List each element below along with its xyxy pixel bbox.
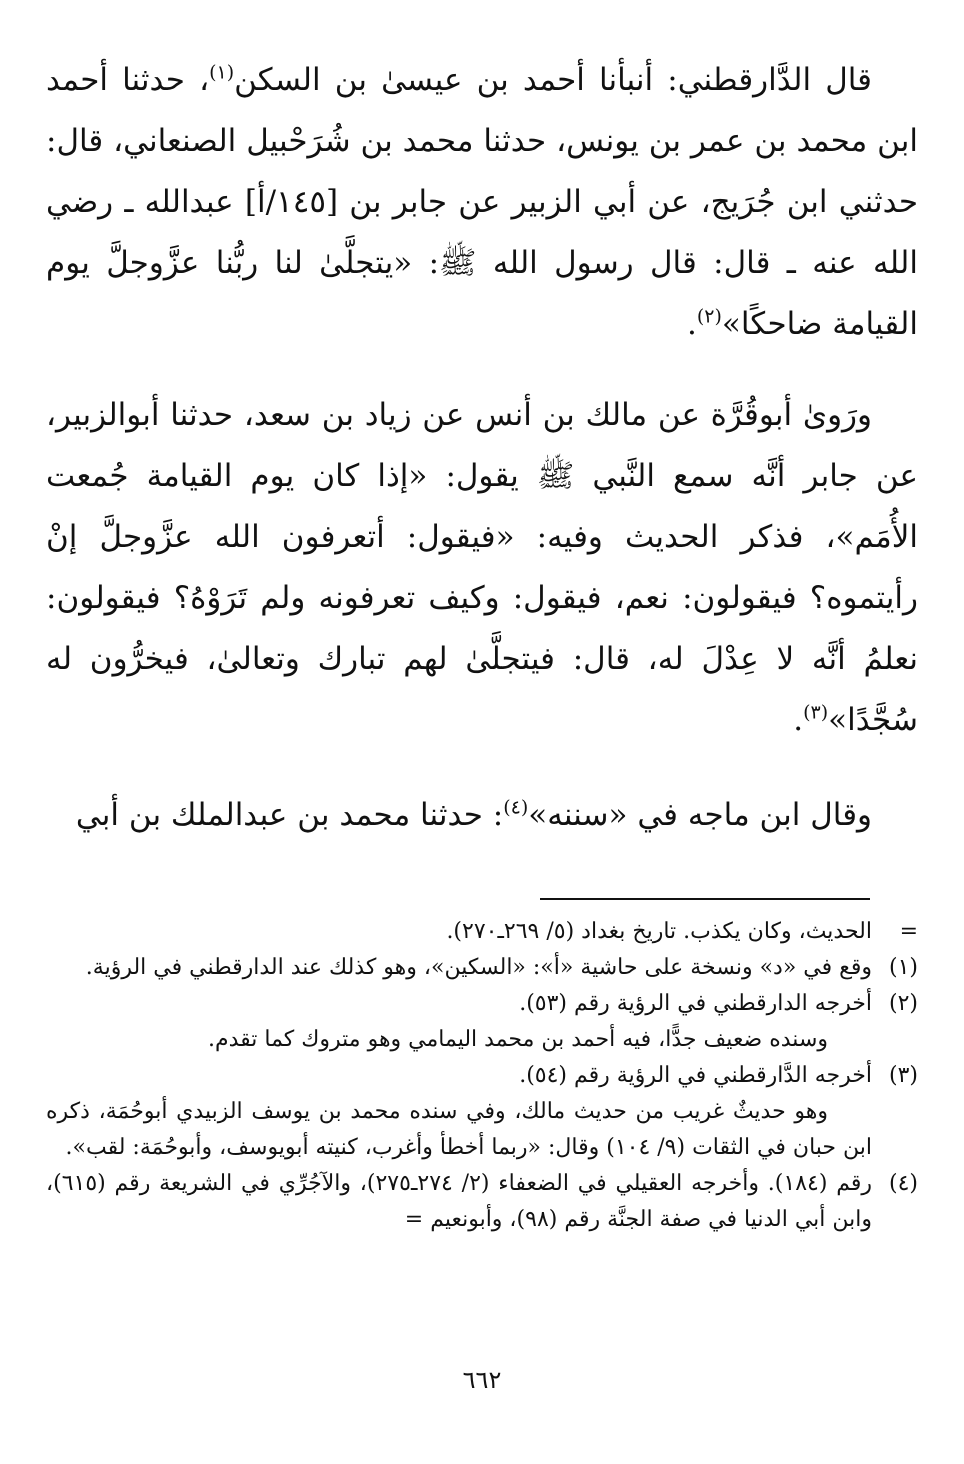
footnote-number: (٢) [888,991,918,1016]
footnote-ref-1: (١) [209,61,235,84]
footnote-number: (٣) [888,1063,918,1088]
footnote-ref-3: (٣) [803,701,829,724]
footnote-number: (١) [888,955,918,980]
paragraph-3: وقال ابن ماجه في «سننه»$^{(٤)}$: حدثنا محمد بن عبدالملك بن أبي [75,796,872,833]
footnote-1: (١) وقع في «د» ونسخة على حاشية «أ»: «السكين»، وهو كذلك عند الدارقطني في الرؤية. [46,950,918,986]
footnote-4: (٤) رقم (١٨٤). وأخرجه العقيلي في الضعفاء (٢/ ٢٧٤ـ٢٧٥)، والآجُرِّي في الشريعة رقم (٦١٥)، وابن أبي الدنيا في صفة الجنَّة رقم (٩٨)، وأبونعيم = [46,1166,918,1238]
footnotes [46,914,918,1238]
footnote-3: (٣) أخرجه الدَّارقطني في الرؤية رقم (٥٤). وهو حديثٌ غريب من حديث مالك، وفي سنده محمد بن يوسف الزبيدي أبوحُمَة، ذكره ابن حبان في الثقات (٩/ ١٠٤) وقال: «ربما أخطأ وأغرب، كنيته أبويوسف، وأبوحُمَة: لقب». [46,1058,918,1166]
page-number: ٦٦٢ [462,1366,502,1394]
footnote-2: (٢) أخرجه الدارقطني في الرؤية رقم (٥٣). وسنده ضعيف جدًّا، فيه أحمد بن محمد اليمامي وهو متروك كما تقدم. [46,986,918,1058]
footnote-continuation: = الحديث، وكان يكذب. تاريخ بغداد (٥/ ٢٦٩ـ٢٧٠). [446,919,918,944]
footnote-ref-4: (٤) [503,796,529,819]
paragraph-2: ورَوىٰ أبوقُرَّة عن مالك بن أنس عن زياد بن سعد، حدثنا أبوالزبير، عن جابر أنَّه سمع النَّبي ﷺ يقول: «إذا كان يوم القيامة جُمعت الأُمَم»، فذكر الحديث وفيه: «فيقول: أتعرفون الله عزَّوجلَّ إنْ رأيتموه؟ فيقولون: نعم، فيقول: وكيف تعرفونه ولم تَرَوْهُ؟ فيقولون: نعلمُ أنَّه لا عِدْلَ له، قال: فيتجلَّىٰ لهم تبارك وتعالىٰ، فيخرُّون له سُجَّدًا»$^{(٣)}$. [46,397,918,738]
footnote-separator [540,898,870,900]
footnote-number: (٤) [888,1171,918,1196]
footnote-ref-2: (٢) [696,305,722,328]
paragraph-1: قال الدَّارقطني: أنبأنا أحمد بن عيسىٰ بن السكن$^{(١)}$، حدثنا أحمد ابن محمد بن عمر بن يونس، حدثنا محمد بن شُرَحْبيل الصنعاني، قال: حدثني ابن جُرَيج، عن أبي الزبير عن جابر بن [١٤٥/أ] عبدالله ـ رضي الله عنه ـ قال: قال رسول الله ﷺ: «يتجلَّىٰ لنا ربُّنا عزَّوجلَّ يوم القيامة ضاحكًا»$^{(٢)}$. [46,61,919,342]
main-text [46,50,918,846]
